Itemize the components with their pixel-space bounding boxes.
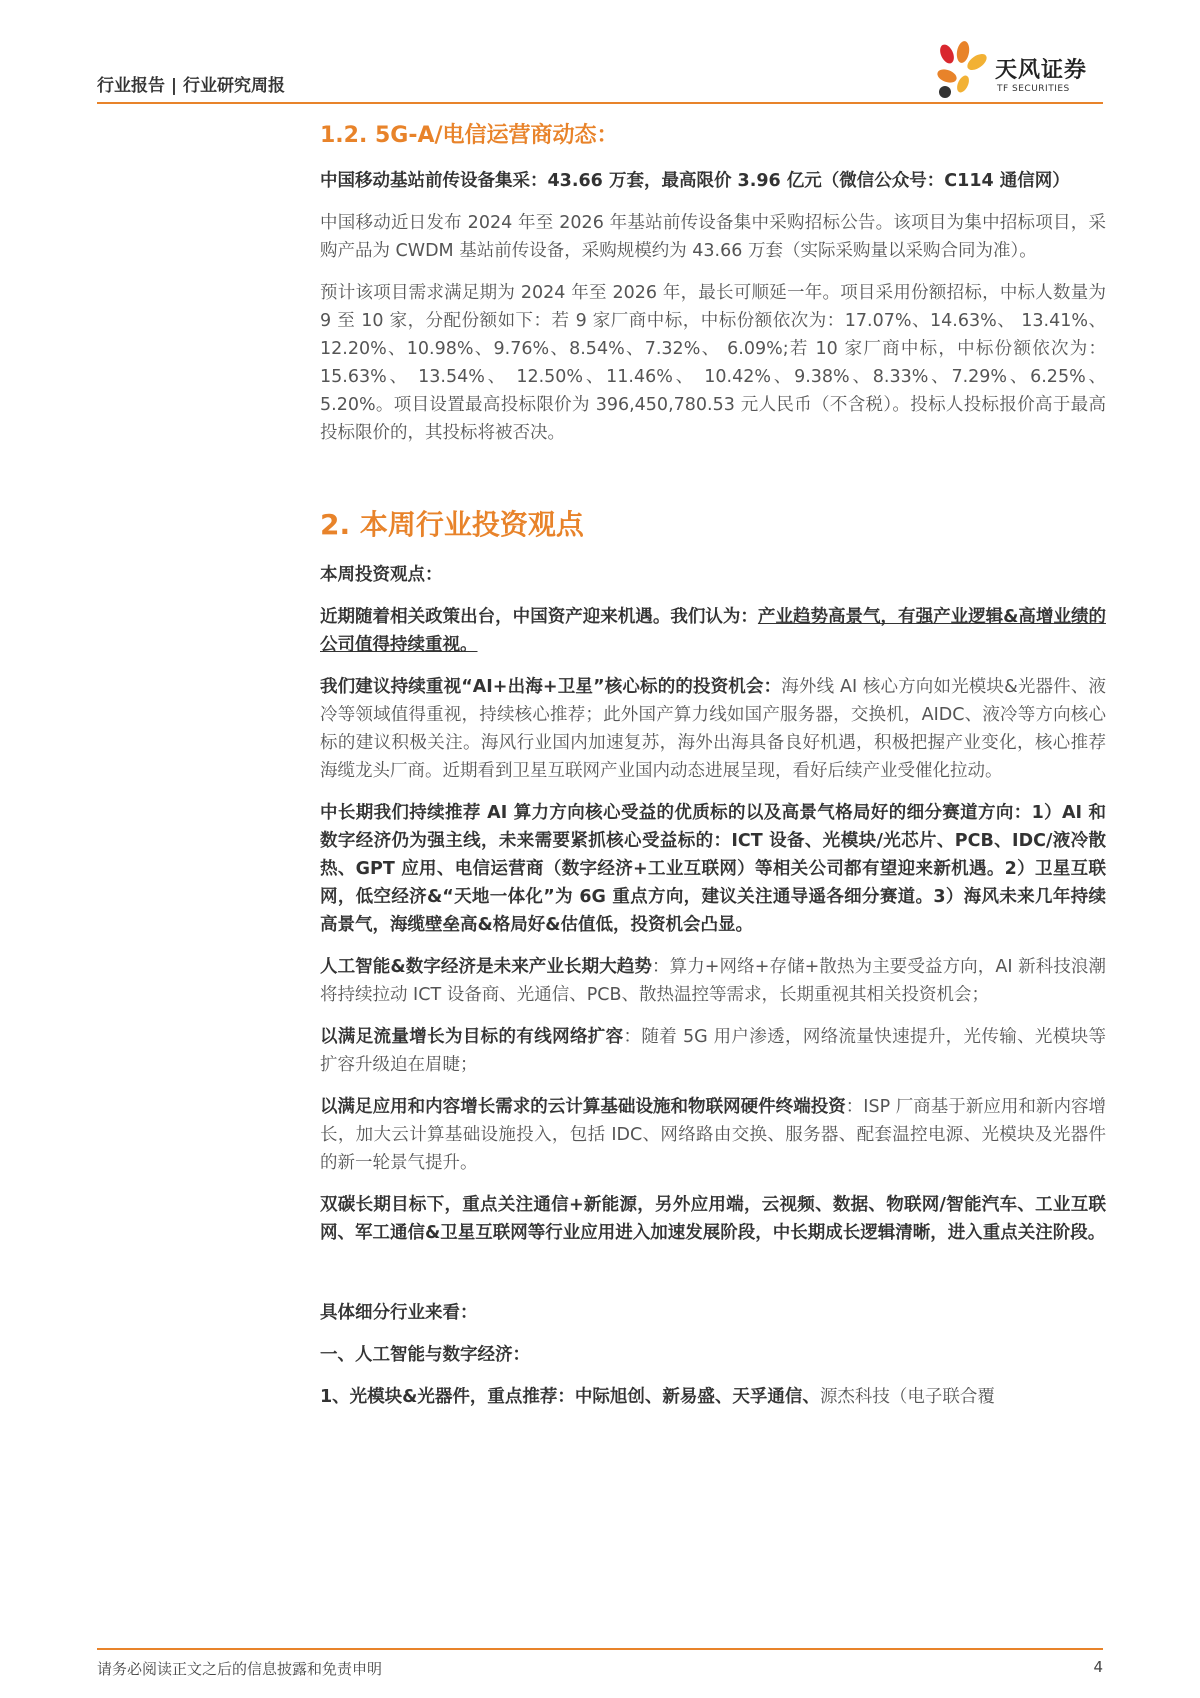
view-paragraph-2 xyxy=(320,673,1106,785)
main-content xyxy=(320,118,1106,1425)
report-category: 行业报告 | 行业研究周报 xyxy=(97,76,286,96)
segment-optical-text: 源杰科技（电子联合覆 xyxy=(819,1387,995,1407)
view-5-bold: 以满足流量增长为目标的有线网络扩容 xyxy=(320,1027,624,1047)
view-2-text: 海外线 AI 核心方向如光模块&光器件、液冷等领域值得重视，持续核心推荐；此外国产算力线如国产服务器，交换机，AIDC、液冷等方向核心标的建议积极关注。海风行业国内加速复苏，海外出海具备良好机遇，积极把握产业变化，核心推荐海缆龙头厂商。近期看到卫星互联网产业国内动态进展呈现，看好后续产业受催化拉动。 xyxy=(320,677,1106,781)
company-logo xyxy=(933,40,1103,100)
view-paragraph-1 xyxy=(320,603,1106,659)
view-paragraph-6 xyxy=(320,1093,1106,1177)
segment-ai-heading: 一、人工智能与数字经济： xyxy=(320,1345,530,1365)
section-1-2-title: 1.2. 5G-A/电信运营商动态： xyxy=(320,123,619,148)
logo-name: 天风证券 xyxy=(995,58,1088,83)
view-6-text: ：ISP 厂商基于新应用和新内容增长，加大云计算基础设施投入，包括 IDC、网络路由交换、服务器、配套温控电源、光模块及光器件的新一轮景气提升。 xyxy=(320,1097,1107,1173)
news-paragraph-1: 中国移动近日发布 2024 年至 2026 年基站前传设备集中采购招标公告。该项目为集中招标项目，采购产品为 CWDM 基站前传设备，采购规模约为 43.66 万套（实际采购量以采购合同为准）。 xyxy=(320,213,1106,261)
segment-optical-line xyxy=(320,1383,1106,1411)
view-5-text: ：随着 5G 用户渗透，网络流量快速提升，光传输、光模块等扩容升级迫在眉睫； xyxy=(320,1027,1106,1075)
section-2-title: 2. 本周行业投资观点 xyxy=(320,508,584,541)
segment-optical-bold: 1、光模块&光器件，重点推荐：中际旭创、新易盛、天孚通信、 xyxy=(320,1387,820,1407)
weekly-view-label: 本周投资观点： xyxy=(320,565,443,585)
view-paragraph-3: 中长期我们持续推荐 AI 算力方向核心受益的优质标的以及高景气格局好的细分赛道方向：1）AI 和数字经济仍为强主线，未来需要紧抓核心受益标的：ICT 设备、光模块/光芯片、PCB、IDC/液冷散热、GPT 应用、电信运营商（数字经济+工业互联网）等相关公司都有望迎来新机遇。2）卫星互联网，低空经济&“天地一体化”为 6G 重点方向，建议关注通导遥各细分赛道。3）海风未来几年持续高景气，海缆壁垒高&格局好&估值低，投资机会凸显。 xyxy=(320,803,1106,935)
segment-label: 具体细分行业来看： xyxy=(320,1303,478,1323)
view-paragraph-5 xyxy=(320,1023,1106,1079)
view-6-bold: 以满足应用和内容增长需求的云计算基础设施和物联网硬件终端投资 xyxy=(320,1097,846,1117)
view-paragraph-4 xyxy=(320,953,1106,1009)
news-paragraph-2: 预计该项目需求满足期为 2024 年至 2026 年，最长可顺延一年。项目采用份额招标，中标人数量为 9 至 10 家，分配份额如下：若 9 家厂商中标，中标份额依次为：17.07%、14.63%、 13.41%、 12.20%、10.98%、9.76%、8.54%、7.32%、 6.09%;若 10 家厂商中标，中标份额依次为：15.63%、 13.54%、 12.50%、11.46%、 10.42%、9.38%、8.33%、7.29%、6.25%、5.20%。项目设置最高投标限价为 396,450,780.53 元人民币（不含税）。投标人投标报价高于最高投标限价的，其投标将被否决。 xyxy=(320,283,1106,443)
view-1-underlined: 产业趋势高景气，有强产业逻辑&高增业绩的公司值得持续重视。 xyxy=(320,607,1106,655)
view-4-bold: 人工智能&数字经济是未来产业长期大趋势 xyxy=(320,957,653,977)
view-4-text: ：算力+网络+存储+散热为主要受益方向，AI 新科技浪潮将持续拉动 ICT 设备商、光通信、PCB、散热温控等需求，长期重视其相关投资机会； xyxy=(320,957,1106,1005)
logo-subtitle: TF SECURITIES xyxy=(997,84,1070,94)
news-headline: 中国移动基站前传设备集采：43.66 万套，最高限价 3.96 亿元（微信公众号：C114 通信网） xyxy=(320,171,1070,191)
view-2-bold: 我们建议持续重视“AI+出海+卫星”核心标的的投资机会： xyxy=(320,677,782,697)
page-footer xyxy=(97,1648,1103,1679)
page-header xyxy=(97,40,1103,104)
view-1-lead: 近期随着相关政策出台，中国资产迎来机遇。我们认为： xyxy=(320,607,758,627)
disclaimer-text: 请务必阅读正文之后的信息披露和免责申明 xyxy=(97,1660,383,1678)
logo-mark-icon xyxy=(933,40,993,100)
page-number: 4 xyxy=(1093,1658,1103,1676)
view-paragraph-7: 双碳长期目标下，重点关注通信+新能源，另外应用端，云视频、数据、物联网/智能汽车、工业互联网、军工通信&卫星互联网等行业应用进入加速发展阶段，中长期成长逻辑清晰，进入重点关注阶段。 xyxy=(320,1195,1106,1243)
